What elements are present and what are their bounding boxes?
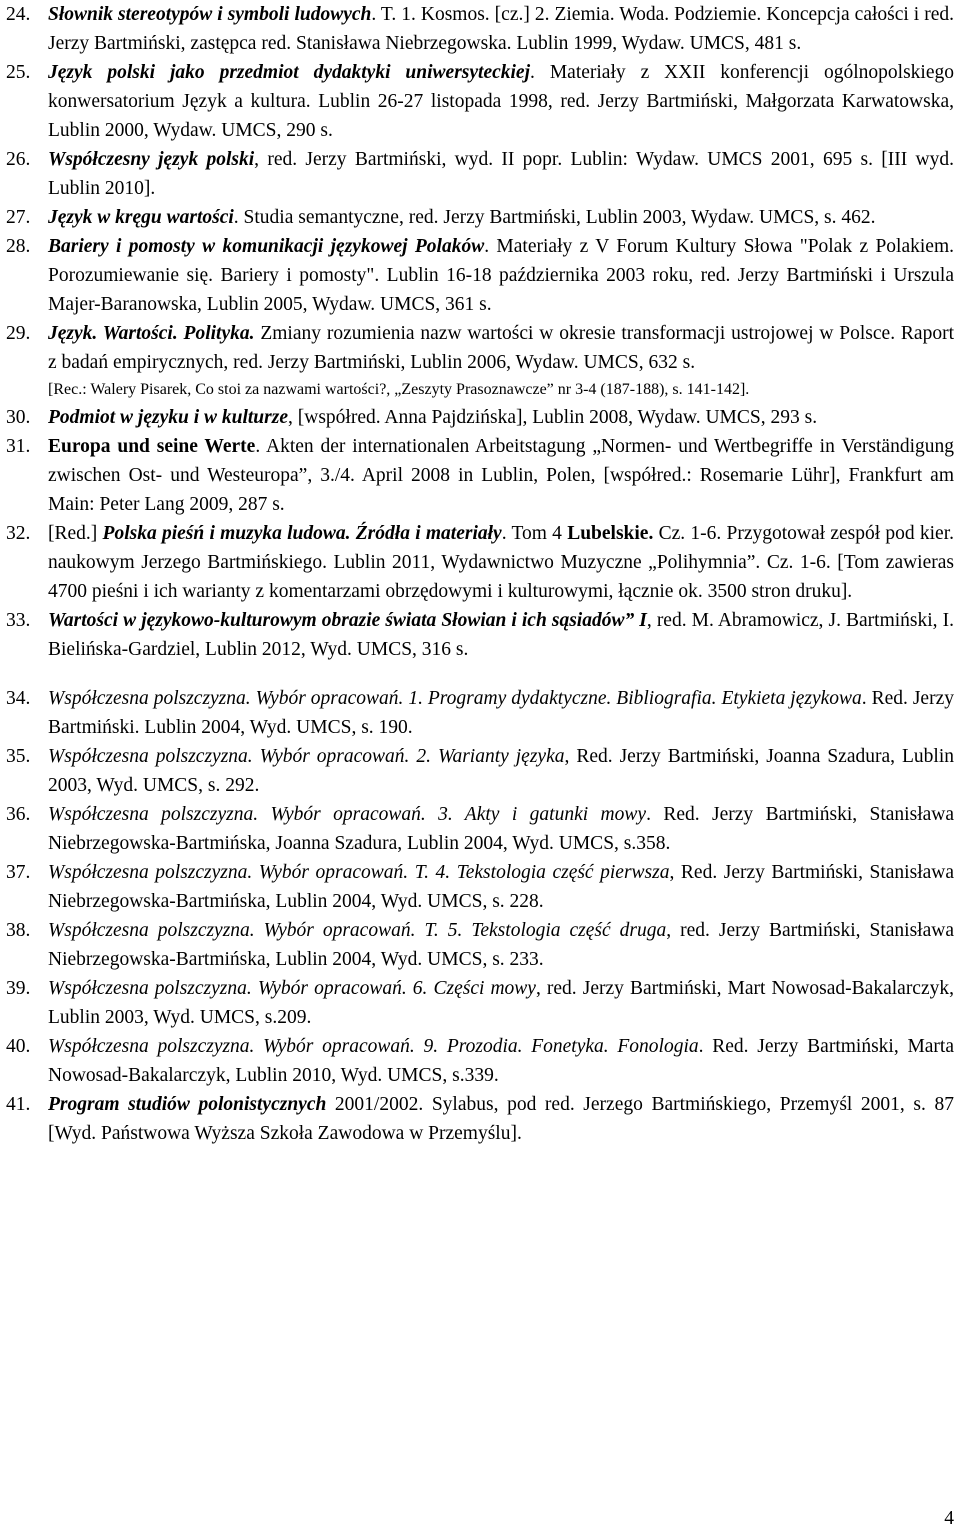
bibliography-entry-37 xyxy=(6,858,954,916)
entry-details: Zmiany rozumienia nazw wartości w okresie transformacji ustrojowej w Polsce. Raport z badań empirycznych, red. Jerzy Bartmiński, Lublin 2006, Wydaw. UMCS, 632 s. xyxy=(48,323,954,373)
entry-details: . Studia semantyczne, red. Jerzy Bartmiński, Lublin 2003, Wydaw. UMCS, s. 462. xyxy=(233,207,876,228)
entry-text xyxy=(48,916,954,974)
entry-title: Podmiot w języku i w kulturze xyxy=(48,407,288,428)
bibliography-entry-33 xyxy=(6,606,954,664)
entry-number: 27. xyxy=(6,207,31,228)
entry-number: 40. xyxy=(6,1036,31,1057)
entry-number: 37. xyxy=(6,862,31,883)
bibliography-entry-27 xyxy=(6,203,954,232)
bibliography-entry-34 xyxy=(6,684,954,742)
entry-title: Język polski jako przedmiot dydaktyki uniwersyteckiej xyxy=(48,62,531,83)
entry-volume: . Tom 4 xyxy=(501,523,568,544)
bibliography-entry-28 xyxy=(6,232,954,319)
entry-number: 34. xyxy=(6,688,31,709)
entry-text xyxy=(48,974,954,1032)
bibliography-entry-30 xyxy=(6,403,954,432)
entry-number: 29. xyxy=(6,323,31,344)
entry-details: , red. M. Abramowicz, J. Bartmiński, I. Bielińska-Gardziel, Lublin 2012, Wyd. UMCS, 316 s. xyxy=(48,610,954,660)
entry-number: 35. xyxy=(6,746,31,767)
bibliography-entry-35 xyxy=(6,742,954,800)
entry-text xyxy=(48,606,954,664)
bibliography-entry-29 xyxy=(6,319,954,403)
entry-number: 26. xyxy=(6,149,31,170)
entry-title: Europa und seine Werte xyxy=(48,436,256,457)
bibliography-entry-36 xyxy=(6,800,954,858)
entry-details: , red. Jerzy Bartmiński, Stanisława Niebrzegowska-Bartmińska, Lublin 2004, Wyd. UMCS, s. 233. xyxy=(48,920,954,970)
bibliography-entry-40 xyxy=(6,1032,954,1090)
entry-title: Program studiów polonistycznych xyxy=(48,1094,327,1115)
entry-details: , red. Jerzy Bartmiński, wyd. II popr. Lublin: Wydaw. UMCS 2001, 695 s. [III wyd. Lublin 2010]. xyxy=(48,149,954,199)
entry-title: Współczesna polszczyzna. Wybór opracowań. 1. Programy dydaktyczne. Bibliografia. Etykieta językowa xyxy=(48,688,862,709)
entry-number: 30. xyxy=(6,407,31,428)
entry-title: Współczesna polszczyzna. Wybór opracowań. 2. Warianty języka xyxy=(48,746,565,767)
entry-text xyxy=(48,432,954,519)
bibliography-entry-25 xyxy=(6,58,954,145)
entry-title: Współczesna polszczyzna. Wybór opracowań. 3. Akty i gatunki mowy xyxy=(48,804,647,825)
entry-text xyxy=(48,684,954,742)
entry-title: Współczesna polszczyzna. Wybór opracowań. 9. Prozodia. Fonetyka. Fonologia xyxy=(48,1036,699,1057)
entry-number: 41. xyxy=(6,1094,31,1115)
entry-number: 39. xyxy=(6,978,31,999)
entry-title: Współczesna polszczyzna. Wybór opracowań. T. 4. Tekstologia część pierwsza xyxy=(48,862,670,883)
entry-title: Język w kręgu wartości xyxy=(48,207,234,228)
entry-details: . T. 1. Kosmos. [cz.] 2. Ziemia. Woda. Podziemie. Koncepcja całości i red. Jerzy Bartmiński, zastępca red. Stanisława Niebrzegowska. Lublin 1999, Wydaw. UMCS, 481 s. xyxy=(48,4,954,54)
entry-prefix: [Red.] xyxy=(48,523,103,544)
entry-details: . Materiały z V Forum Kultury Słowa "Polak z Polakiem. Porozumiewanie się. Bariery i pomosty". Lublin 16-18 października 2003 roku, red. Jerzy Bartmiński i Urszula Majer-Baranowska, Lublin 2005, Wydaw. UMCS, 361 s. xyxy=(48,236,954,315)
bibliography-entry-31 xyxy=(6,432,954,519)
entry-title: Bariery i pomosty w komunikacji językowej Polaków xyxy=(48,236,485,257)
entry-details: , red. Jerzy Bartmiński, Mart Nowosad-Bakalarczyk, Lublin 2003, Wyd. UMCS, s.209. xyxy=(48,978,954,1028)
entry-text xyxy=(48,58,954,145)
entry-text xyxy=(48,0,954,58)
entry-title: Współczesny język polski xyxy=(48,149,255,170)
bibliography-entry-41 xyxy=(6,1090,954,1148)
entry-number: 24. xyxy=(6,4,31,25)
entry-details: , [współred. Anna Pajdzińska], Lublin 2008, Wydaw. UMCS, 293 s. xyxy=(288,407,818,428)
entry-details: 2001/2002. Sylabus, pod red. Jerzego Bartmińskiego, Przemyśl 2001, s. 87 [Wyd. Państwowa Wyższa Szkoła Zawodowa w Przemyślu]. xyxy=(48,1094,954,1144)
entry-text xyxy=(48,800,954,858)
entry-title: Słownik stereotypów i symboli ludowych xyxy=(48,4,372,25)
entry-details: . Akten der internationalen Arbeitstagung „Normen- und Wertbegriffe in Verständigung zwischen Ost- und Westeuropa”, 3./4. April 2008 in Lublin, Polen, [współred.: Rosemarie Lühr], Frankfurt am Main: Peter Lang 2009, 287 s. xyxy=(48,436,954,515)
entry-text xyxy=(48,1032,954,1090)
bibliography-entry-38 xyxy=(6,916,954,974)
entry-details: , Red. Jerzy Bartmiński, Joanna Szadura, Lublin 2003, Wyd. UMCS, s. 292. xyxy=(48,746,954,796)
entry-number: 38. xyxy=(6,920,31,941)
entry-number: 25. xyxy=(6,62,31,83)
entry-details: Cz. 1-6. Przygotował zespół pod kier. naukowym Jerzego Bartmińskiego. Lublin 2011, Wydawnictwo Muzyczne „Polihymnia”. Cz. 1-6. [Tom zawieras 4700 pieśni i ich warianty z komentarzami obrzędowymi i kulturowymi, łącznie ok. 3500 stron druku]. xyxy=(48,523,954,602)
entry-title: Wartości w językowo-kulturowym obrazie świata Słowian i ich sąsiadów” I xyxy=(48,610,647,631)
entry-details: . Red. Jerzy Bartmiński, Marta Nowosad-Bakalarczyk, Lublin 2010, Wyd. UMCS, s.339. xyxy=(48,1036,954,1086)
entry-title: Współczesna polszczyzna. Wybór opracowań. T. 5. Tekstologia część druga xyxy=(48,920,667,941)
bibliography-entry-32 xyxy=(6,519,954,606)
bibliography-entry-26 xyxy=(6,145,954,203)
entry-details: . Red. Jerzy Bartmiński, Stanisława Niebrzegowska-Bartmińska, Joanna Szadura, Lublin 2004, Wyd. UMCS, s.358. xyxy=(48,804,954,854)
entry-text xyxy=(48,319,954,403)
entry-text xyxy=(48,742,954,800)
entry-number: 28. xyxy=(6,236,31,257)
entry-details: , Red. Jerzy Bartmiński, Stanisława Niebrzegowska-Bartmińska, Lublin 2004, Wyd. UMCS, s. 228. xyxy=(48,862,954,912)
bibliography-entry-39 xyxy=(6,974,954,1032)
entry-text xyxy=(48,403,954,432)
entry-title: Język. Wartości. Polityka. xyxy=(48,323,255,344)
entry-details: . Red. Jerzy Bartmiński. Lublin 2004, Wyd. UMCS, s. 190. xyxy=(48,688,954,738)
entry-details: . Materiały z XXII konferencji ogólnopolskiego konwersatorium Język a kultura. Lublin 26-27 listopada 1998, red. Jerzy Bartmiński, Małgorzata Karwatowska, Lublin 2000, Wydaw. UMCS, 290 s. xyxy=(48,62,954,141)
bibliography-list xyxy=(6,0,954,1148)
entry-number: 32. xyxy=(6,523,31,544)
page-number: 4 xyxy=(944,1508,954,1529)
entry-number: 33. xyxy=(6,610,31,631)
entry-review-note: [Rec.: Walery Pisarek, Co stoi za nazwami wartości?, „Zeszyty Prasoznawcze” nr 3-4 (187-188), s. 141-142]. xyxy=(48,381,750,398)
entry-number: 31. xyxy=(6,436,31,457)
bibliography-entry-24 xyxy=(6,0,954,58)
entry-region: Lubelskie. xyxy=(567,523,654,544)
entry-text xyxy=(48,232,954,319)
entry-number: 36. xyxy=(6,804,31,825)
entry-text xyxy=(48,519,954,606)
entry-text xyxy=(48,203,954,232)
entry-text xyxy=(48,1090,954,1148)
entry-text xyxy=(48,145,954,203)
entry-text xyxy=(48,858,954,916)
entry-title: Polska pieśń i muzyka ludowa. Źródła i materiały xyxy=(102,523,502,544)
entry-title: Współczesna polszczyzna. Wybór opracowań. 6. Części mowy xyxy=(48,978,536,999)
